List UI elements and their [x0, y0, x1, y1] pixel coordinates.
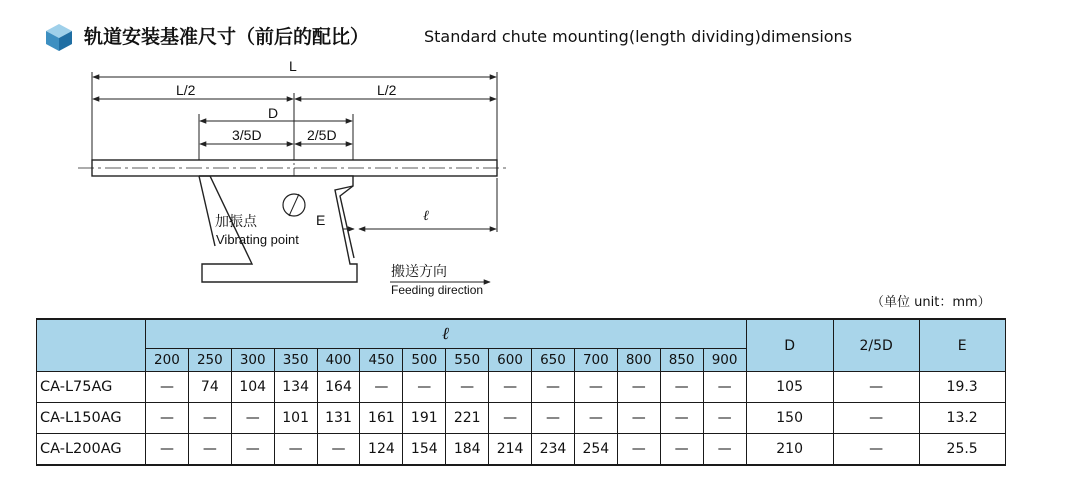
length-header: 850	[660, 349, 703, 372]
table-cell: 134	[274, 372, 317, 403]
table-cell: —	[660, 434, 703, 466]
table-cell: 104	[231, 372, 274, 403]
table-cell: —	[617, 403, 660, 434]
table-cell: 74	[188, 372, 231, 403]
table-cell: 221	[446, 403, 489, 434]
table-cell: —	[660, 372, 703, 403]
2-5D-cell: —	[833, 403, 919, 434]
table-cell: —	[660, 403, 703, 434]
header-E: E	[919, 319, 1005, 372]
2-5D-cell: —	[833, 372, 919, 403]
model-name: CA-L200AG	[37, 434, 146, 466]
header-ell: ℓ	[146, 319, 747, 349]
label-ell: ℓ	[423, 208, 429, 224]
unit-note: （单位 unit：mm）	[871, 295, 991, 310]
length-header: 800	[617, 349, 660, 372]
table-cell: —	[703, 434, 746, 466]
length-header: 700	[574, 349, 617, 372]
label-L-half-right: L/2	[377, 82, 397, 98]
model-name: CA-L150AG	[37, 403, 146, 434]
table-cell: 191	[403, 403, 446, 434]
table-cell: —	[489, 372, 532, 403]
table-cell: —	[446, 372, 489, 403]
length-header: 450	[360, 349, 403, 372]
label-2-5D: 2/5D	[307, 127, 337, 143]
page-subtitle: Standard chute mounting(length dividing)dimensions	[424, 27, 853, 46]
2-5D-cell: —	[833, 434, 919, 466]
length-header: 900	[703, 349, 746, 372]
label-L: L	[289, 58, 297, 74]
table-row	[37, 372, 1006, 403]
table-cell: 234	[532, 434, 575, 466]
table-cell: —	[360, 372, 403, 403]
vibrating-point-label-cn: 加振点	[215, 214, 257, 230]
feeding-direction-label-en: Feeding direction	[391, 283, 484, 297]
table-cell: —	[146, 403, 189, 434]
table-cell: —	[317, 434, 360, 466]
header-model-cell	[37, 319, 146, 372]
length-header: 200	[146, 349, 189, 372]
length-header: 550	[446, 349, 489, 372]
E-cell: 13.2	[919, 403, 1005, 434]
table-cell: 101	[274, 403, 317, 434]
header-2-5D: 2/5D	[833, 319, 919, 372]
table-cell: —	[188, 434, 231, 466]
table-cell: 214	[489, 434, 532, 466]
table-cell: —	[574, 403, 617, 434]
table-cell: —	[703, 403, 746, 434]
page-title: 轨道安装基准尺寸（前后的配比）	[84, 26, 370, 48]
feeding-direction-label-cn: 搬送方向	[391, 264, 447, 280]
table-cell: —	[188, 403, 231, 434]
spec-table	[36, 318, 1006, 466]
length-header: 650	[532, 349, 575, 372]
table-row	[37, 403, 1006, 434]
E-cell: 25.5	[919, 434, 1005, 466]
D-cell: 210	[746, 434, 833, 466]
length-header: 400	[317, 349, 360, 372]
table-cell: —	[231, 403, 274, 434]
D-cell: 105	[746, 372, 833, 403]
header-D: D	[746, 319, 833, 372]
table-cell: 124	[360, 434, 403, 466]
length-header: 250	[188, 349, 231, 372]
table-cell: —	[403, 372, 446, 403]
length-header: 350	[274, 349, 317, 372]
table-cell: —	[532, 403, 575, 434]
table-cell: —	[146, 434, 189, 466]
label-E: E	[316, 212, 326, 228]
vibrating-point-label-en: Vibrating point	[216, 232, 299, 247]
label-D: D	[268, 105, 279, 121]
table-cell: 131	[317, 403, 360, 434]
model-name: CA-L75AG	[37, 372, 146, 403]
table-cell: 254	[574, 434, 617, 466]
label-3-5D: 3/5D	[232, 127, 262, 143]
table-cell: 161	[360, 403, 403, 434]
E-cell: 19.3	[919, 372, 1005, 403]
table-cell: 164	[317, 372, 360, 403]
table-cell: —	[617, 372, 660, 403]
table-cell: —	[703, 372, 746, 403]
table-cell: —	[231, 434, 274, 466]
table-cell: —	[574, 372, 617, 403]
label-L-half-left: L/2	[176, 82, 196, 98]
table-cell: —	[274, 434, 317, 466]
table-cell: 184	[446, 434, 489, 466]
table-cell: —	[532, 372, 575, 403]
length-header: 300	[231, 349, 274, 372]
length-header: 500	[403, 349, 446, 372]
length-header: 600	[489, 349, 532, 372]
table-row	[37, 434, 1006, 466]
table-cell: 154	[403, 434, 446, 466]
D-cell: 150	[746, 403, 833, 434]
table-cell: —	[146, 372, 189, 403]
table-cell: —	[617, 434, 660, 466]
table-cell: —	[489, 403, 532, 434]
